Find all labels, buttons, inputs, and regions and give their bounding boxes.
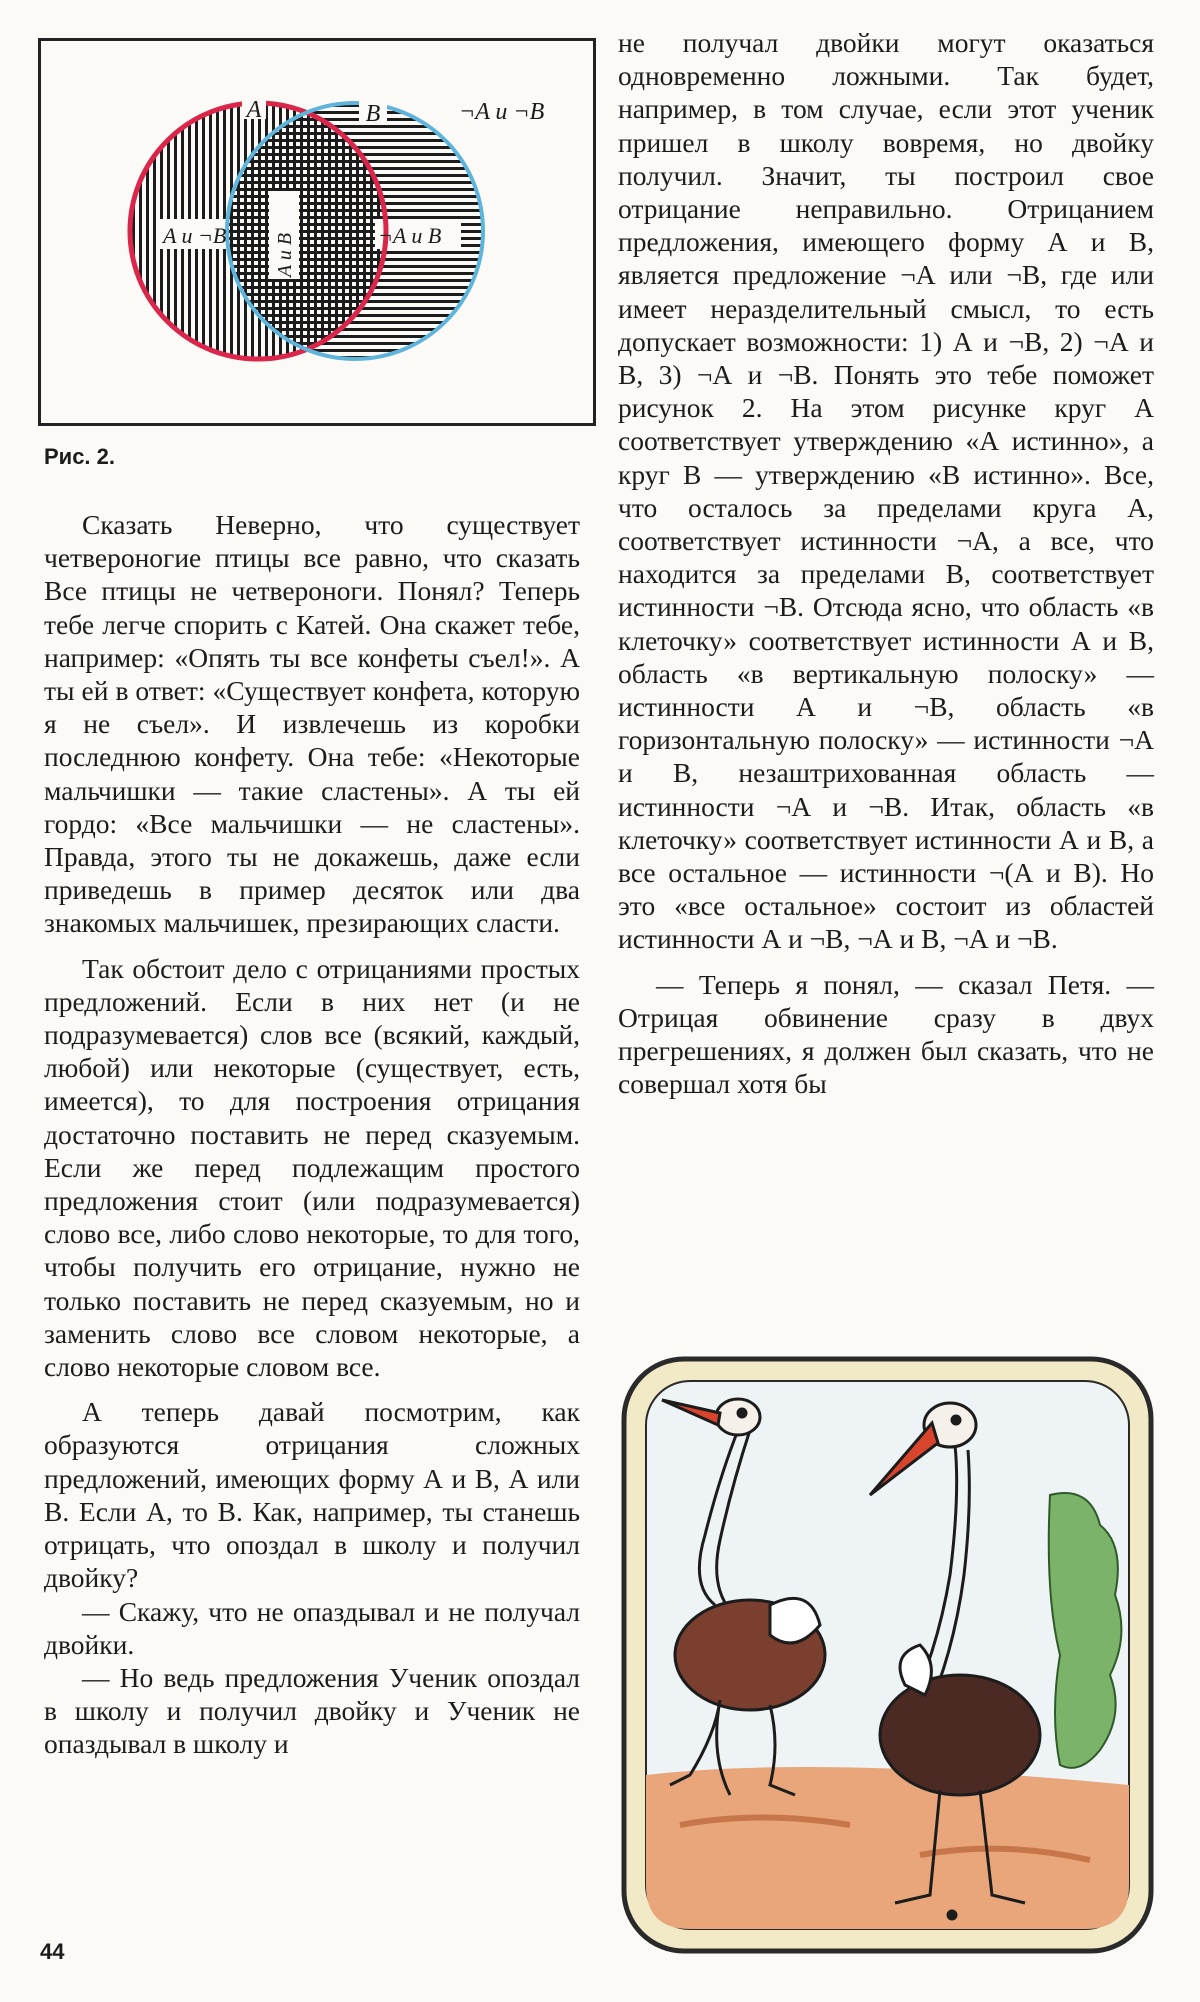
paragraph: Сказать Неверно, что существует четвероногие птицы все равно, что сказать Все птицы не четвероноги. Понял? Теперь тебе легче спорить с Катей. Она скажет тебе, например: «Опять ты все конфеты съел!». А ты ей в ответ: «Существует конфета, которую я не съел». И извлечешь из коробки последнюю конфету. Она тебе: «Некоторые мальчишки — такие сластены». А ты ей гордо: «Все мальчишки — не сластены». Правда, этого ты не докажешь, даже если приведешь в пример десяток или два знакомых мальчишек, презирающих сласти. xyxy=(44,509,580,939)
label-a-and-b: A и B xyxy=(274,232,296,277)
label-not-a-b: ¬A и B xyxy=(378,223,442,248)
right-column xyxy=(618,26,1154,1101)
page-number: 44 xyxy=(40,1939,65,1964)
venn-diagram xyxy=(41,41,593,423)
paragraph: не получал двойки могут оказаться одновременно ложными. Так будет, например, в том случае, если этот ученик пришел в школу вовремя, но двойку получил. Значит, ты построил свое отрицание неправильно. Отрицанием предложения, имеющего форму А и В, является предложение ¬А или ¬В, где или имеет неразделительный смысл, то есть допускает возможности: 1) А и ¬В, 2) ¬А и В, 3) ¬А и ¬В. Понять это тебе поможет рисунок 2. На этом рисунке круг А соответствует утверждению «А истинно», а круг В — утверждению «В истинно». Все, что осталось за пределами круга А, соответствует истинности ¬А, а все, что находится за пределами В, соответствует истинности ¬В. Отсюда ясно, что область «в клеточку» соответствует истинности А и В, область «в вертикальную полоску» — истинности А и ¬В, область «в горизонтальную полоску» — истинности ¬А и В, незаштрихованная область — истинности ¬А и ¬В. Итак, область «в клеточку» соответствует истинности А и В, а все остальное — истинности ¬(А и В). Но это «все остальное» состоит из областей истинности А и ¬В, ¬А и В, ¬А и ¬В. xyxy=(618,27,1154,955)
venn-diagram-figure xyxy=(38,38,596,426)
ostriches-picture xyxy=(620,1355,1155,1955)
label-b: B xyxy=(365,101,381,127)
paragraph: — Скажу, что не опаздывал и не получал двойки. xyxy=(44,1595,580,1660)
paragraph: А теперь давай посмотрим, как образуются отрицания сложных предложений, имеющих форму А и В, А или В. Если А, то В. Как, например, ты станешь отрицать, что опоздал в школу и получил двойку? xyxy=(44,1396,580,1594)
paragraph: Так обстоит дело с отрицаниями простых предложений. Если в них нет (и не подразумевается) слов все (всякий, каждый, любой) или некоторые (существует, есть, имеется), то для построения отрицания достаточно поставить не перед сказуемым. Если же перед подлежащим простого предложения стоит (или подразумевается) слово все, либо слово некоторые, то для того, чтобы получить его отрицание, нужно не только поставить не перед сказуемым, но и заменить слово все словом некоторые, а слово некоторые словом все. xyxy=(44,952,580,1383)
figure-caption: Рис. 2. xyxy=(44,444,116,469)
label-a-not-b: A и ¬B xyxy=(163,223,227,248)
label-not-a-not-b: ¬A и ¬B xyxy=(459,99,545,125)
paragraph: — Но ведь предложения Ученик опоздал в школу и получил двойку и Ученик не опаздывал в школу и xyxy=(44,1661,580,1760)
left-column xyxy=(44,508,580,1761)
paragraph: — Теперь я понял, — сказал Петя. — Отрицая обвинение сразу в двух прегрешениях, я должен был сказать, что не совершал хотя бы xyxy=(618,968,1154,1100)
label-a: A xyxy=(246,97,262,123)
ostriches-illustration xyxy=(620,1355,1155,1955)
